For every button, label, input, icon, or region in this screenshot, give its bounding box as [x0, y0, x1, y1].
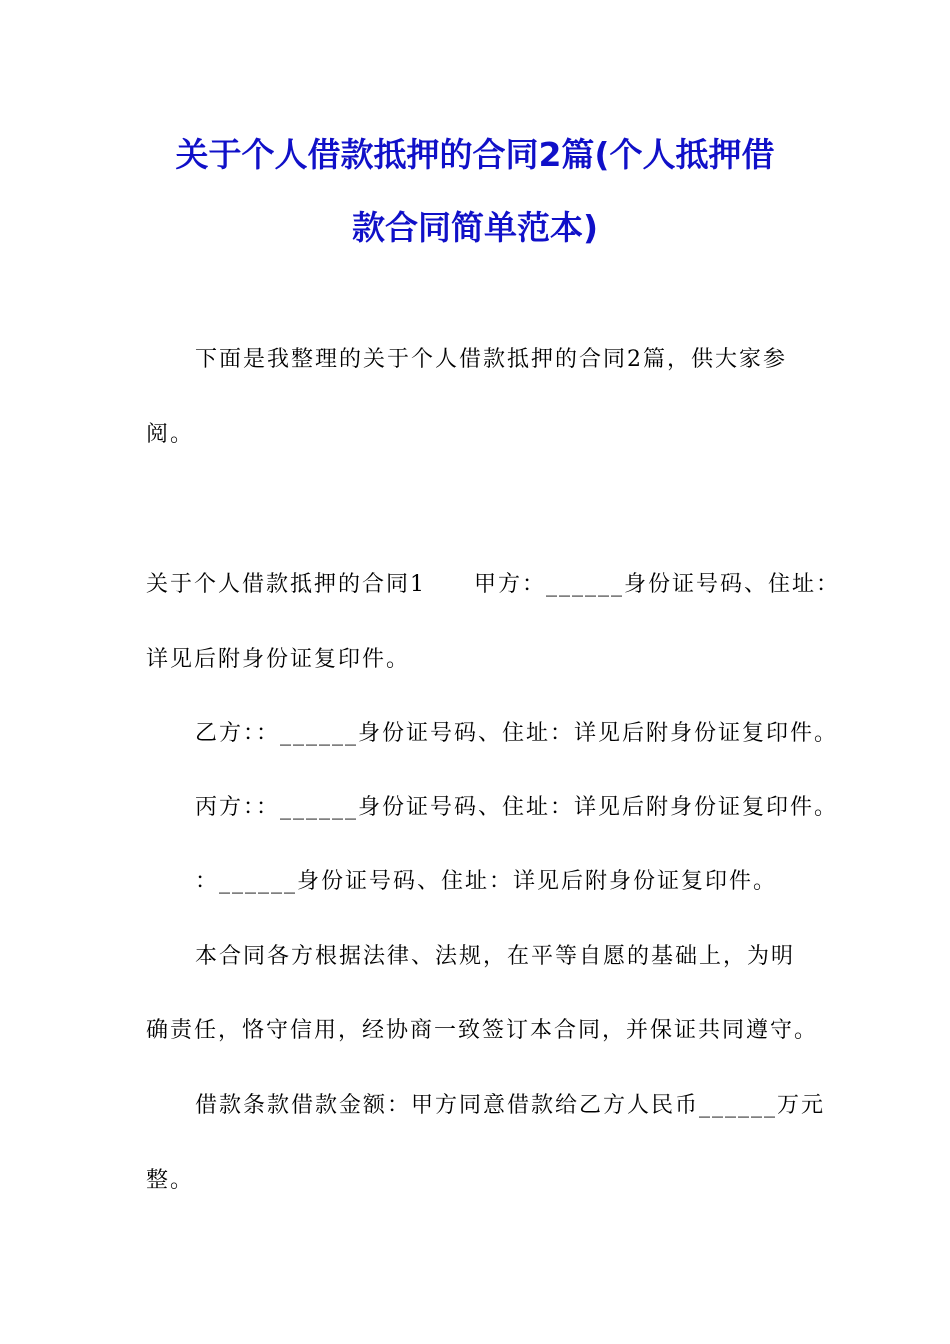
basis-paragraph-line-1: 本合同各方根据法律、法规，在平等自愿的基础上，为明: [195, 944, 796, 969]
basis-paragraph-line-2: 确责任，恪守信用，经协商一致签订本合同，并保证共同遵守。: [146, 1018, 819, 1043]
intro-paragraph-line-1: 下面是我整理的关于个人借款抵押的合同2篇，供大家参: [195, 347, 787, 372]
party-b-line: 乙方：：______身份证号码、住址：详见后附身份证复印件。: [195, 721, 839, 746]
intro-paragraph-line-2: 阅。: [146, 422, 195, 447]
loan-terms-line-1: 借款条款借款金额：甲方同意借款给乙方人民币______万元: [195, 1093, 826, 1118]
document-title-line-1: 关于个人借款抵押的合同2篇(个人抵押借: [175, 135, 775, 174]
contract1-heading-line-1: 关于个人借款抵押的合同1 甲方：______身份证号码、住址：: [146, 572, 840, 597]
party-c-line: 丙方：：______身份证号码、住址：详见后附身份证复印件。: [195, 795, 839, 820]
loan-terms-line-2: 整。: [146, 1168, 195, 1193]
party-d-line: ：______身份证号码、住址：详见后附身份证复印件。: [195, 869, 778, 894]
document-title-line-2: 款合同简单范本): [351, 208, 599, 247]
contract1-heading-line-2: 详见后附身份证复印件。: [146, 647, 411, 672]
